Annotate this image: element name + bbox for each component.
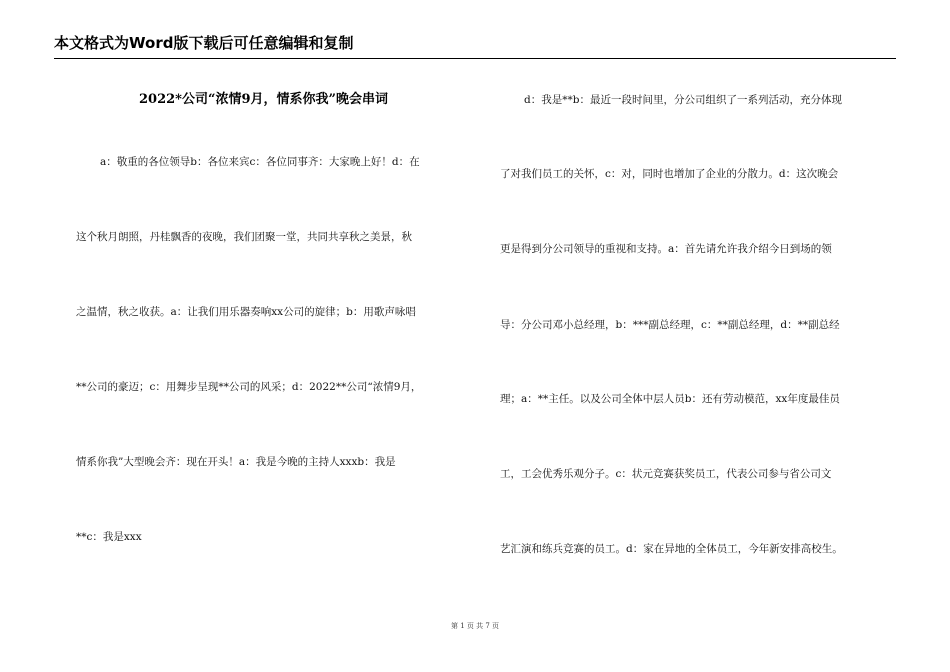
header-divider	[54, 58, 896, 59]
left-paragraph-line: **公司的豪迈；c：用舞步呈现**公司的风采；d：2022**公司“浓情9月，	[76, 381, 422, 393]
left-paragraph-line: a：敬重的各位领导b：各位来宾c：各位同事齐：大家晚上好！d：在	[100, 156, 420, 168]
page-number: 第 1 页 共 7 页	[450, 622, 500, 630]
document-header: 本文格式为Word版下载后可任意编辑和复制	[54, 34, 354, 52]
left-paragraph-line: 之温情，秋之收获。a：让我们用乐器奏响xx公司的旋律；b：用歌声咏唱	[76, 306, 416, 318]
right-paragraph-line: 了对我们员工的关怀，c：对，同时也增加了企业的分散力。d：这次晚会	[500, 168, 839, 180]
right-paragraph-line: 工，工会优秀乐观分子。c：状元竞赛获奖员工，代表公司参与省公司文	[500, 468, 832, 480]
right-paragraph-line: 导：分公司邓小总经理，b：***副总经理，c：**副总经理，d：**副总经	[500, 319, 840, 331]
right-paragraph-line: d：我是**b：最近一段时间里，分公司组织了一系列活动，充分体现	[524, 94, 842, 106]
document-title: 2022*公司“浓情9月，情系你我”晚会串词	[139, 92, 388, 107]
left-paragraph-line: **c：我是xxx	[76, 531, 142, 543]
left-paragraph-line: 这个秋月朗照，丹桂飘香的夜晚，我们团聚一堂，共同共享秋之美景，秋	[76, 231, 412, 243]
left-paragraph-line: 情系你我”大型晚会齐：现在开头！a：我是今晚的主持人xxxb：我是	[76, 456, 396, 468]
right-paragraph-line: 更是得到分公司领导的重视和支持。a：首先请允许我介绍今日到场的领	[500, 243, 832, 255]
right-paragraph-line: 艺汇演和练兵竞赛的员工。d：家在异地的全体员工，今年新安排高校生。	[500, 543, 843, 555]
right-paragraph-line: 理；a：**主任。以及公司全体中层人员b：还有劳动模范，xx年度最佳员	[500, 393, 840, 405]
